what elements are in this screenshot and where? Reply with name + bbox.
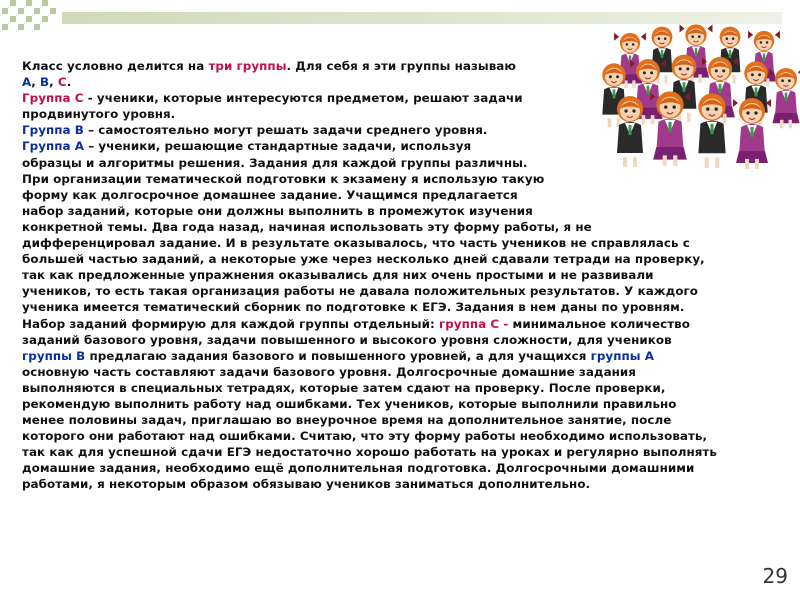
text-line-8: При организации тематической подготовки к экзамену я использую такую (22, 171, 545, 186)
text-line-19: группы В предлагаю задания базового и повышенного уровней, а для учащихся группы А (22, 348, 655, 363)
text-line-23: менее половины задач, приглашаю во внеурочное время на дополнительное занятие, после (22, 413, 672, 428)
group-c-label: Группа С (22, 91, 84, 106)
text-line-20: основную часть составляют задачи базового уровня. Долгосрочные домашние задания (22, 364, 636, 379)
text-line-6: Группа А – ученики, решающие стандартные задачи, используя (22, 139, 472, 154)
text-line-24: которого они работают над ошибками. Считаю, что эту форму работы необходимо использовать, (22, 429, 708, 444)
text-line-26: домашние задания, необходимо ещё дополнительная подготовка. Долгосрочными домашними (22, 461, 695, 476)
text-line-2: А, В, С. (22, 75, 72, 90)
group-a-inline-label: группы А (590, 348, 655, 363)
text-line-4: продвинутого уровня. (22, 107, 176, 122)
text-line-11: конкретной темы. Два года назад, начиная использовать эту форму работы, я не (22, 219, 592, 234)
text-line-27: работами, я некоторым образом обязываю учеников заниматься дополнительно. (22, 477, 591, 492)
group-b-inline-label: группы В (22, 348, 86, 363)
group-b-label: Группа В (22, 123, 84, 138)
text-line-22: рекомендую выполнить работу над ошибками. Тех учеников, которые выполнили правильно (22, 396, 677, 411)
text-line-18: заданий базового уровня, задачи повышенного и высокого уровня сложности, для учеников (22, 332, 672, 347)
text-line-17: Набор заданий формирую для каждой группы отдельный: группа С - минимальное количество (22, 316, 690, 331)
text-line-3: Группа С - ученики, которые интересуются предметом, решают задачи (22, 91, 523, 106)
page-number: 29 (762, 564, 788, 588)
text-line-21: выполняются в специальных тетрадях, которые затем сдают на проверку. После проверки, (22, 380, 666, 395)
text-line-9: форму как долгосрочное домашнее задание. Учащимся предлагается (22, 187, 518, 202)
text-line-5: Группа В – самостоятельно могут решать задачи среднего уровня. (22, 123, 488, 138)
group-a-label: Группа А (22, 139, 85, 154)
text-line-12: дифференцировал задание. И в результате оказывалось, что часть учеников не справлялась с (22, 236, 690, 251)
text-line-14: так как предложенные упражнения оказывались для них очень простыми и не развивали (22, 268, 654, 283)
group-c-inline-label: группа С - (438, 316, 509, 331)
text-line-13: большей частью заданий, а некоторые уже через несколько дней сдавали тетради на проверку, (22, 252, 705, 267)
main-paragraph (22, 58, 782, 493)
text-line-16: ученика имеется тематический сборник по подготовке к ЕГЭ. Задания в нем даны по уровням. (22, 300, 685, 315)
highlight-three-groups: три группы (208, 59, 287, 73)
text-line-10: набор заданий, которые они должны выполнить в промежуток изучения (22, 203, 533, 218)
text-line-25: так как для успешной сдачи ЕГЭ недостаточно хорошо работать на уроках и регулярно выполнять (22, 445, 717, 460)
text-line-1: Класс условно делится на три группы. Для себя я эти группы называю (22, 59, 516, 73)
text-line-15: учеников, то есть такая организация работы не давала положительных результатов. У каждого (22, 284, 699, 299)
text-line-7: образцы и алгоритмы решения. Задания для каждой группы различны. (22, 155, 528, 170)
corner-decoration (0, 0, 62, 30)
